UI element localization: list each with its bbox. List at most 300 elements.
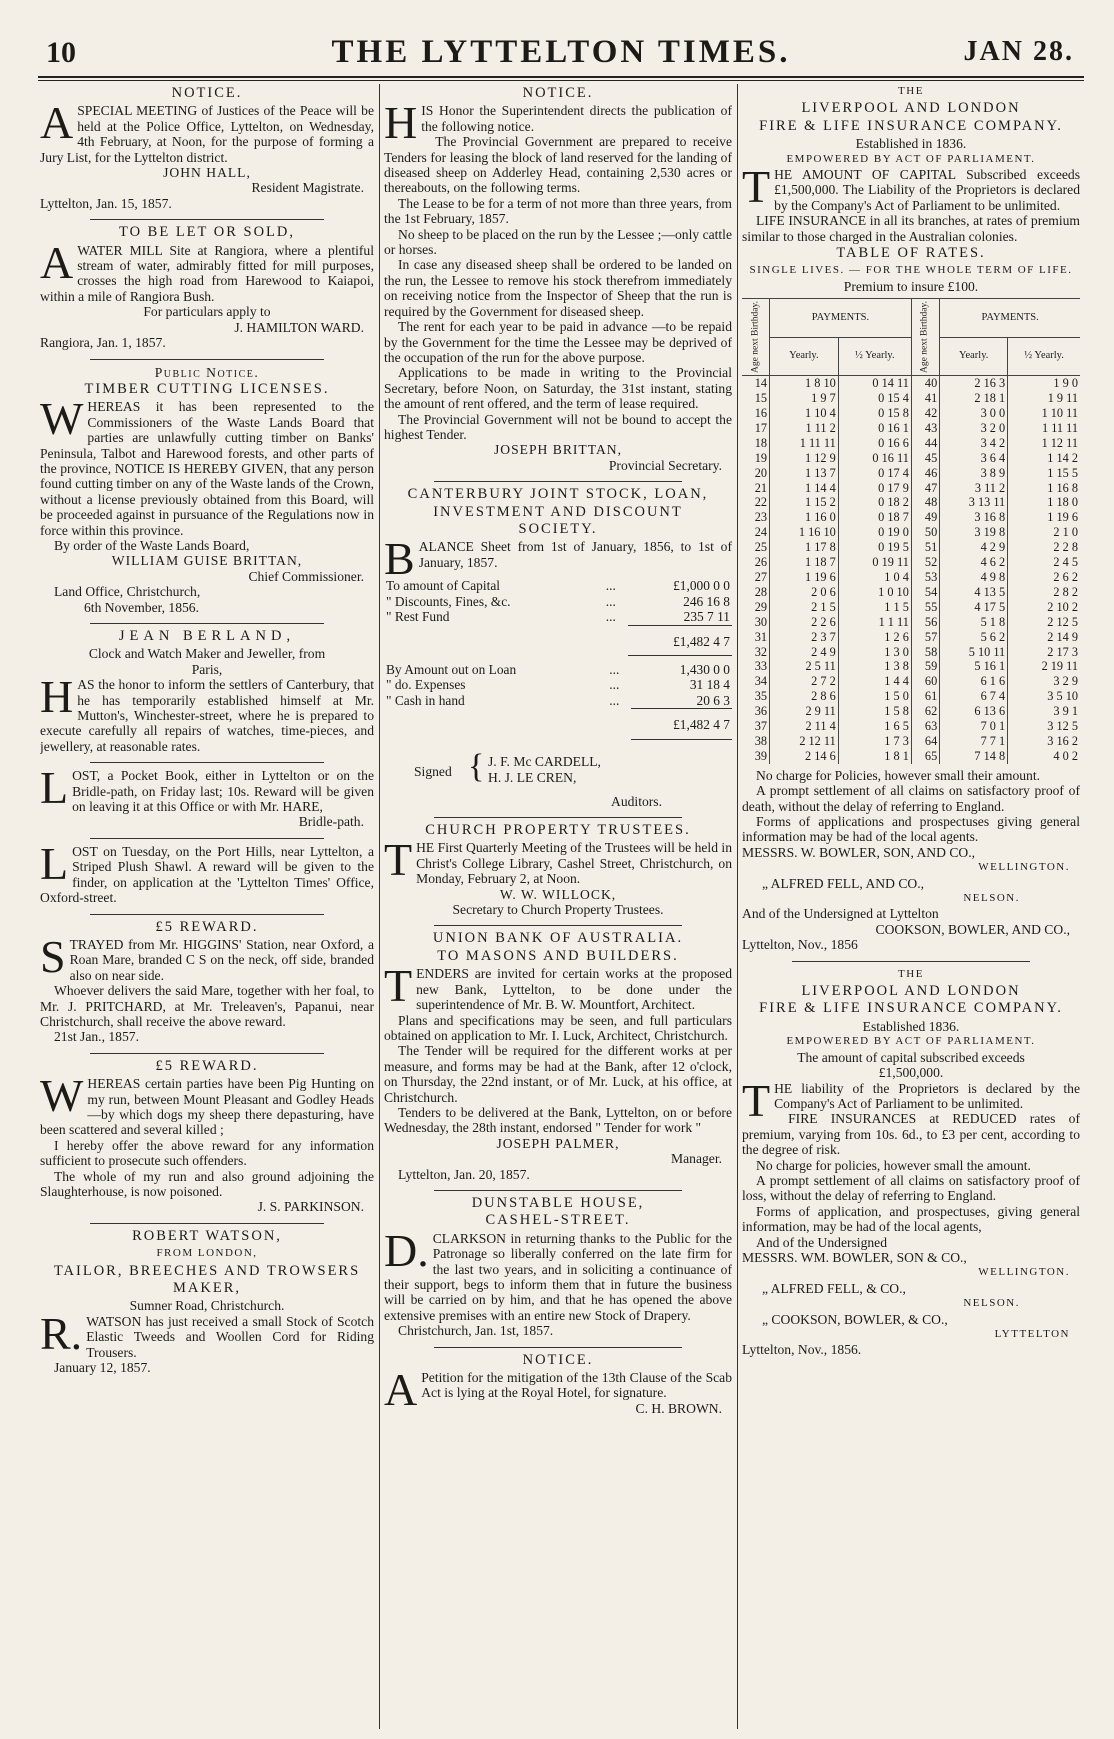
divider (90, 1053, 324, 1054)
agent-line: MESSRS. W. BOWLER, SON, AND CO., (742, 844, 976, 860)
table-cell: 1 15 5 (1047, 465, 1078, 480)
table-cell: 6 7 4 (940, 689, 1008, 704)
table-cell: 65 (911, 749, 939, 764)
table-cell: 2 1 5 (770, 600, 839, 615)
table-cell: 35 (742, 689, 770, 704)
agent-place: NELSON. (963, 1297, 1020, 1310)
table-row (742, 451, 1080, 466)
ad-body: The whole of my run and also ground adjoining the Slaughterhouse, is now poisoned. (40, 1168, 374, 1199)
ad-body: HIS Honor the Superintendent directs the publication of the following notice. (384, 97, 732, 149)
row-label: " Discounts, Fines, &c. (386, 593, 511, 609)
agent-intro: And of the Undersigned at Lyttelton (742, 906, 939, 922)
column-divider (737, 84, 738, 1729)
table-cell: 2 5 11 (770, 659, 839, 674)
table-cell: 61 (911, 689, 939, 704)
table-cell: 2 16 3 (940, 376, 1008, 391)
signature-name: JOHN HALL, (163, 165, 251, 181)
table-cell: 0 19 5 (838, 540, 911, 555)
table-row (742, 630, 1080, 645)
ad-established: Established 1836. (862, 1018, 960, 1034)
column-divider (379, 84, 380, 1729)
table-cell: 30 (742, 615, 770, 630)
table-row (742, 600, 1080, 615)
agent-place: LYTTELTON (994, 1328, 1070, 1340)
table-row (742, 421, 1080, 436)
water-mill-ad (40, 225, 374, 353)
ad-heading: £5 REWARD. (155, 918, 259, 935)
table-cell: 51 (911, 540, 939, 555)
table-cell: 29 (742, 600, 770, 615)
table-cell: 2 19 11 (1041, 659, 1078, 674)
ad-body: In case any diseased sheep shall be ordered to be landed on the run, the Lessee to remove his stock therefrom immediately on receiving notice from the Inspector of Sheep that the run is required by the Government for diseased sheep. (384, 257, 732, 319)
table-cell: 1 17 8 (770, 540, 839, 555)
table-row (742, 659, 1080, 674)
table-cell: 2 3 7 (770, 630, 839, 645)
table-cell: 39 (742, 749, 770, 764)
ad-date: Christchurch, Jan. 1st, 1857. (398, 1323, 554, 1339)
row-dots: ... (605, 578, 616, 594)
table-row (384, 662, 732, 677)
ad-date: 6th November, 1856. (84, 599, 199, 615)
ad-body: TENDERS are invited for certain works at the proposed new Bank, Lyttelton, to be done under the superintendence of Mr. B. W. Mountfort, Architect. (384, 960, 732, 1013)
table-row (742, 376, 1080, 391)
table-cell: 0 19 0 (838, 525, 911, 540)
table-cell: 2 7 2 (770, 674, 839, 689)
ad-heading: TO MASONS AND BUILDERS. (437, 947, 679, 964)
row-label: " do. Expenses (386, 677, 466, 693)
half-yearly-header: ½ Yearly. (1008, 337, 1080, 375)
signature-title: Chief Commissioner. (248, 568, 364, 584)
table-cell: 44 (911, 436, 939, 451)
table-cell: 0 16 1 (838, 421, 911, 436)
table-cell: 1 8 1 (838, 749, 911, 764)
table-cell: 1 12 11 (1041, 435, 1078, 450)
table-cell: 0 17 9 (838, 481, 911, 496)
table-cell: 2 2 6 (770, 615, 839, 630)
agent-line: „ ALFRED FELL, AND CO., (762, 875, 924, 891)
table-cell: 1 10 4 (770, 406, 839, 421)
table-row (742, 555, 1080, 570)
ad-body: No charge for Policies, however small their amount. (756, 767, 1041, 783)
ad-body: Forms of applications and prospectuses giving general information may be had of the local agents. (742, 814, 1080, 845)
table-cell: 27 (742, 570, 770, 585)
row-dots: ... (605, 593, 616, 609)
ad-sub: Paris, (191, 661, 223, 677)
table-cell: 15 (742, 391, 770, 406)
table-cell: 28 (742, 585, 770, 600)
balance-table-assets (384, 662, 732, 740)
table-cell: 3 8 9 (940, 466, 1008, 481)
table-row (742, 704, 1080, 719)
table-row (742, 585, 1080, 600)
agent-line: „ ALFRED FELL, & CO., (762, 1280, 906, 1296)
table-cell: 2 6 2 (1053, 570, 1078, 584)
signature-title: Secretary to Church Property Trustees. (452, 902, 664, 918)
table-row (384, 625, 732, 655)
table-cell: 3 2 9 (1053, 674, 1078, 689)
table-cell: 1 2 6 (838, 630, 911, 645)
ad-act: EMPOWERED BY ACT OF PARLIAMENT. (786, 152, 1036, 165)
table-cell: 59 (911, 659, 939, 674)
ad-address: Sumner Road, Christchurch. (129, 1298, 285, 1314)
agent-place: WELLINGTON. (978, 1266, 1070, 1279)
table-cell: 6 1 6 (940, 674, 1008, 689)
ad-body: A prompt settlement of all claims on satisfactory proof of death, without the delay of referring to England. (742, 783, 1080, 814)
place-date: Rangiora, Jan. 1, 1857. (40, 335, 166, 351)
auditor-name: H. J. LE CREN, (488, 769, 577, 785)
ad-sub: Clock and Watch Maker and Jeweller, from (88, 646, 326, 662)
ad-body: Forms of application, and prospectuses, giving general information, may be had of the local agents, (742, 1203, 1080, 1235)
ad-kicker: THE (898, 85, 924, 97)
ad-body: Tenders to be delivered at the Bank, Lyttelton, on or before Wednesday, the 28th instant, endorsed " Tender for work " (384, 1104, 732, 1136)
ad-heading: FIRE & LIFE INSURANCE COMPANY. (759, 1000, 1063, 1017)
table-cell: 1 11 2 (770, 421, 839, 436)
row-total: £1,482 4 7 (631, 709, 732, 739)
table-cell: 3 5 10 (1047, 689, 1078, 704)
table-row (742, 525, 1080, 540)
divider (90, 914, 324, 915)
table-cell: 38 (742, 734, 770, 749)
ad-line: By order of the Waste Lands Board, (54, 537, 250, 553)
ad-heading: JEAN BERLAND, (118, 628, 296, 644)
table-row (742, 570, 1080, 585)
fire-insurance-ad (742, 967, 1080, 1361)
table-row (742, 689, 1080, 704)
table-cell: 2 12 5 (1047, 614, 1078, 629)
ad-heading: LIVERPOOL AND LONDON (801, 100, 1021, 117)
table-cell: 42 (911, 406, 939, 421)
newspaper-title: THE LYTTELTON TIMES. (331, 34, 791, 70)
table-cell: 32 (742, 645, 770, 660)
signature-name: WILLIAM GUISE BRITTAN, (111, 553, 303, 569)
table-cell: 1 5 8 (838, 704, 911, 719)
ad-heading: FIRE & LIFE INSURANCE COMPANY. (759, 117, 1063, 134)
ad-heading: TO BE LET OR SOLD, (118, 224, 296, 241)
ad-body: No charge for policies, however small the amount. (756, 1157, 1031, 1173)
divider (90, 219, 324, 220)
table-cell: 1 18 7 (770, 555, 839, 570)
table-cell: 48 (911, 495, 939, 510)
table-cell: 1 16 0 (770, 510, 839, 525)
row-amount: £1,000 0 0 (673, 578, 730, 594)
table-row (384, 578, 732, 593)
ad-date: 21st Jan., 1857. (54, 1029, 139, 1045)
table-cell: 60 (911, 674, 939, 689)
masthead (38, 30, 1084, 74)
table-cell: 1 3 8 (838, 659, 911, 674)
table-cell: 3 2 0 (940, 421, 1008, 436)
table-cell: 1 3 0 (838, 645, 911, 660)
premium-line: Premium to insure £100. (843, 278, 979, 294)
table-cell: 56 (911, 615, 939, 630)
agent-place: WELLINGTON. (978, 861, 1070, 874)
table-cell: 3 16 8 (940, 510, 1008, 525)
ad-body: The rent for each year to be paid in advance —to be repaid by the Government for the time the Lessee may be deprived of the occupation of the run for the above purpose. (384, 319, 732, 365)
ad-heading: ROBERT WATSON, (132, 1227, 282, 1244)
table-cell: 45 (911, 451, 939, 466)
signature: C. H. BROWN. (635, 1400, 722, 1416)
table-row (742, 391, 1080, 406)
ad-body: WHEREAS it has been represented to the Commissioners of the Waste Lands Board that parties are unlawfully cutting timber on Banks' Peninsula, Talbot and Harewood forests, and other parts of the province, NOTICE IS HEREBY GIVEN, that any person found cutting timber on any of the Waste lands of the Crown, without a license previously obtained from this Board, will be proceeded against in pursuance of the Regulations now in force within this province. (40, 393, 374, 538)
ad-body: LOST, a Pocket Book, either in Lyttelton or on the Bridle-path, on Friday last; 10s. Reward will be given on leaving it at this Office or with Mr. HARE, (40, 762, 374, 815)
table-cell: 54 (911, 585, 939, 600)
ad-body: ASPECIAL MEETING of Justices of the Peace will be held at the Police Office, Lyttelton, on Wednesday, 4th February, at Noon, for the purpose of forming a Jury List, for the Lyttelton district. (40, 97, 374, 165)
row-dots: ... (609, 693, 620, 709)
table-row (742, 540, 1080, 555)
divider (90, 838, 324, 839)
table-cell: 0 18 2 (838, 495, 911, 510)
table-cell: 0 14 11 (838, 376, 911, 391)
table-cell: 1 7 3 (838, 734, 911, 749)
table-cell: 3 9 1 (1053, 704, 1078, 719)
table-cell: 1 0 10 (838, 585, 911, 600)
table-cell: 0 17 4 (838, 466, 911, 481)
signed-label: Signed (414, 763, 452, 779)
row-label: " Cash in hand (386, 693, 465, 709)
ad-body: LOST on Tuesday, on the Port Hills, near Lyttelton, a Striped Plush Shawl. A reward will be given to the finder, on application at the 'Lyttelton Times' Office, Oxford-street. (40, 837, 374, 906)
table-cell: 1 11 11 (770, 436, 839, 451)
table-cell: 22 (742, 495, 770, 510)
ad-body: I hereby offer the above reward for any information sufficient to prosecute such offenders. (40, 1137, 374, 1169)
table-cell: 2 18 1 (940, 391, 1008, 406)
ad-kicker: THE (898, 967, 924, 980)
table-cell: 16 (742, 406, 770, 421)
table-cell: 1 16 10 (770, 525, 839, 540)
ad-body: HAS the honor to inform the settlers of Canterbury, that he has temporarily established himself at Mr. Mutton's, Winchester-street, where he is prepared to execute carefully all repairs of watches, time-pieces, and jewellery, at reasonable rates. (40, 671, 374, 754)
table-cell: 1 4 4 (838, 674, 911, 689)
table-cell: 1 8 10 (770, 376, 839, 391)
ad-body: AWATER MILL Site at Rangiora, where a plentiful stream of water, admirably fitted for mill purposes, crosses the high road from Harewood to Kaiapoi, within a mile of Rangiora Bush. (40, 236, 374, 304)
table-cell: 3 13 11 (940, 495, 1008, 510)
table-cell: 62 (911, 704, 939, 719)
row-total: £1,482 4 7 (628, 625, 732, 655)
table-cell: 43 (911, 421, 939, 436)
table-cell: 2 14 6 (770, 749, 839, 764)
table-cell: 3 0 0 (940, 406, 1008, 421)
table-row (742, 645, 1080, 660)
canterbury-society-balance-ad (384, 487, 732, 812)
column-2 (384, 84, 732, 1731)
table-row (742, 406, 1080, 421)
table-cell: 40 (911, 376, 939, 391)
table-cell: 2 9 11 (770, 704, 839, 719)
table-cell: 1 9 0 (1053, 376, 1078, 391)
table-cell: 7 0 1 (940, 719, 1008, 734)
table-cell: 18 (742, 436, 770, 451)
divider (792, 961, 1030, 962)
place-date: Lyttelton, Jan. 15, 1857. (40, 195, 172, 211)
table-row (742, 674, 1080, 689)
table-header-row (742, 299, 1080, 337)
table-cell: 4 0 2 (1053, 748, 1078, 763)
half-yearly-header: ½ Yearly. (838, 337, 911, 375)
table-cell: 64 (911, 734, 939, 749)
table-cell: 33 (742, 659, 770, 674)
ad-body: THE AMOUNT OF CAPITAL Subscribed exceeds £1,500,000. The Liability of the Proprietors is declared by the Company's Act of Parliament to be unlimited. (742, 161, 1080, 213)
scab-act-petition-notice (384, 1353, 732, 1420)
table-cell: 23 (742, 510, 770, 525)
table-row (742, 495, 1080, 510)
balance-table-receipts (384, 578, 732, 656)
table-cell: 58 (911, 645, 939, 660)
rates-table-body (742, 376, 1080, 764)
table-cell: 1 14 4 (770, 481, 839, 496)
table-cell: 31 (742, 630, 770, 645)
table-row (384, 609, 732, 625)
table-cell: 3 4 2 (940, 436, 1008, 451)
ad-heading: NOTICE. (522, 85, 594, 101)
table-cell: 2 1 0 (1053, 525, 1078, 540)
table-cell: 3 12 5 (1047, 719, 1078, 734)
signature-title: Manager. (671, 1151, 722, 1167)
table-cell: 52 (911, 555, 939, 570)
ad-established: Established in 1836. (855, 136, 967, 152)
table-cell: 5 6 2 (940, 630, 1008, 645)
place-date: Lyttelton, Nov., 1856. (742, 1342, 862, 1358)
table-row (742, 734, 1080, 749)
table-cell: 19 (742, 451, 770, 466)
ad-heading: LIVERPOOL AND LONDON (801, 983, 1021, 1000)
ad-body: BALANCE Sheet from 1st of January, 1856, to 1st of January, 1857. (384, 533, 732, 585)
table-cell: 2 8 6 (770, 689, 839, 704)
ad-body: D.CLARKSON in returning thanks to the Public for the Patronage so liberally conferred on the late firm for the last two years, and in soliciting a continuance of their support, begs to inform them that in future the business will be carried on by him, and that he has opened the above extensive premises with an entire new Stock of Drapery. (384, 1224, 732, 1323)
timber-licenses-notice (40, 365, 374, 619)
table-row (742, 466, 1080, 481)
table-cell: 0 15 8 (838, 406, 911, 421)
divider (90, 762, 324, 763)
jean-berland-ad (40, 629, 374, 757)
ad-heading: CASHEL-STREET. (485, 1212, 631, 1229)
place-date: Lyttelton, Nov., 1856 (742, 937, 858, 953)
divider (434, 481, 682, 482)
table-cell: 34 (742, 674, 770, 689)
table-cell: 3 19 8 (940, 525, 1008, 540)
ad-body: The Lease to be for a term of not more than three years, from the 1st February, 1857. (384, 195, 732, 227)
row-amount: 1,430 0 0 (679, 662, 730, 677)
signature-title: Resident Magistrate. (251, 180, 364, 196)
table-cell: 1 9 11 (1047, 391, 1078, 406)
table-cell: 1 6 5 (838, 719, 911, 734)
row-dots: ... (605, 609, 616, 625)
table-cell: 0 19 11 (838, 555, 911, 570)
ad-from: FROM LONDON, (156, 1247, 258, 1260)
ad-heading: SOCIETY. (518, 520, 598, 537)
ad-act: EMPOWERED BY ACT OF PARLIAMENT. (786, 1035, 1036, 1048)
table-cell: 1 19 6 (770, 570, 839, 585)
table-row (384, 709, 732, 739)
table-cell: 2 12 11 (770, 734, 839, 749)
signature-title: Provincial Secretary. (608, 457, 722, 473)
table-cell: 2 17 3 (1047, 644, 1078, 659)
table-cell: 1 10 11 (1041, 406, 1078, 421)
table-cell: 4 13 5 (940, 585, 1008, 600)
table-cell: 1 15 2 (770, 495, 839, 510)
ad-body: And of the Undersigned (756, 1234, 887, 1250)
ad-heading: DUNSTABLE HOUSE, (471, 1194, 645, 1211)
table-cell: 37 (742, 719, 770, 734)
ad-place: Land Office, Christchurch, (54, 584, 201, 600)
row-label: To amount of Capital (386, 578, 500, 594)
table-row (742, 719, 1080, 734)
table-title: TABLE OF RATES. (836, 245, 986, 262)
table-cell: 0 16 6 (838, 436, 911, 451)
row-dots: ... (609, 677, 620, 693)
signature-name: JOSEPH PALMER, (496, 1135, 620, 1151)
table-cell: 0 18 7 (838, 510, 911, 525)
table-cell: 53 (911, 570, 939, 585)
table-row (742, 436, 1080, 451)
issue-date: JAN 28. (963, 36, 1074, 67)
table-cell: 24 (742, 525, 770, 540)
ad-body: R.WATSON has just received a small Stock of Scotch Elastic Tweeds and Woollen Cord for Riding Trousers. (40, 1307, 374, 1360)
ad-heading: NOTICE. (171, 85, 243, 101)
table-cell: 5 16 1 (940, 659, 1008, 674)
table-cell: 36 (742, 704, 770, 719)
table-cell: 4 2 9 (940, 540, 1008, 555)
table-row (742, 749, 1080, 764)
table-cell: 1 1 5 (838, 600, 911, 615)
divider (434, 925, 682, 926)
ad-body: FIRE INSURANCES at REDUCED rates of premium, varying from 10s. 6d., to £3 per cent, according to the degree of risk. (742, 1111, 1080, 1158)
column-3 (742, 84, 1080, 1731)
place-date: Lyttelton, Jan. 20, 1857. (398, 1166, 530, 1182)
ad-heading: CHURCH PROPERTY TRUSTEES. (425, 822, 691, 839)
table-cell: 4 17 5 (940, 600, 1008, 615)
table-cell: 25 (742, 540, 770, 555)
table-cell: 2 4 5 (1053, 555, 1078, 570)
ad-line: For particulars apply to (143, 304, 271, 320)
rates-table (742, 298, 1080, 764)
table-row (742, 615, 1080, 630)
ad-body: WHEREAS certain parties have been Pig Hunting on my run, between Mount Pleasant and Godley Heads—by which dogs my sheep there depasturing, have been scattered and several killed ; (40, 1070, 374, 1138)
ad-capital-amount: £1,500,000. (878, 1065, 944, 1081)
table-cell: 6 13 6 (940, 704, 1008, 719)
agent-place: NELSON. (963, 892, 1020, 905)
ad-body: APetition for the mitigation of the 13th Clause of the Scab Act is lying at the Royal Hotel, for signature. (384, 1364, 732, 1416)
table-cell: 1 16 8 (1047, 480, 1078, 495)
table-cell: 1 19 6 (1047, 510, 1078, 525)
ad-body: Plans and specifications may be seen, and full particulars obtained on application to Mr. I. Luck, Architect, Christchurch. (384, 1012, 732, 1043)
table-row (384, 594, 732, 609)
table-row (742, 481, 1080, 496)
divider (434, 1190, 682, 1191)
signature-name: JOSEPH BRITTAN, (494, 442, 622, 458)
table-cell: 57 (911, 630, 939, 645)
table-cell: 41 (911, 391, 939, 406)
page-number: 10 (46, 36, 76, 69)
yearly-header: Yearly. (940, 337, 1008, 375)
table-cell: 1 14 2 (1047, 450, 1078, 465)
table-cell: 7 7 1 (940, 734, 1008, 749)
table-cell: 1 0 4 (838, 570, 911, 585)
table-cell: 26 (742, 555, 770, 570)
row-label: By Amount out on Loan (386, 662, 517, 677)
payments-header: PAYMENTS. (940, 299, 1080, 337)
table-cell: 1 9 7 (770, 391, 839, 406)
ad-sub: MAKER, (173, 1280, 241, 1297)
signature: J. HAMILTON WARD. (234, 319, 364, 335)
table-cell: 0 16 11 (838, 451, 911, 466)
ad-body: A prompt settlement of all claims on satisfactory proof of loss, without the delay of referring to England. (742, 1172, 1080, 1204)
table-cell: 2 8 2 (1053, 584, 1078, 599)
table-cell: 2 2 8 (1053, 540, 1078, 555)
masthead-rule (38, 76, 1084, 78)
table-cell: 49 (911, 510, 939, 525)
table-subtitle: SINGLE LIVES. — FOR THE WHOLE TERM OF LIFE. (749, 264, 1073, 277)
row-amount: 20 6 3 (631, 693, 732, 709)
table-cell: 2 0 6 (770, 585, 839, 600)
payments-header: PAYMENTS. (770, 299, 912, 337)
